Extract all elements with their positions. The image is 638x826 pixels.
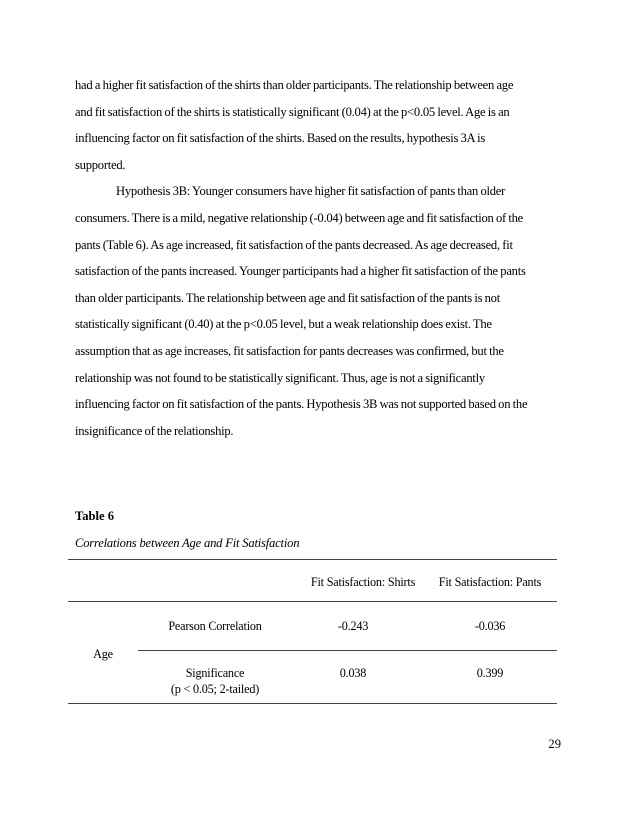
table-header-rule [68,601,557,602]
body-line: influencing factor on fit satisfaction of the shirts. Based on the results, hypothesis 3A is [75,131,486,146]
table-label: Table 6 [75,509,115,523]
column-header-shirts: Fit Satisfaction: Shirts [310,575,416,589]
body-line-indented: Hypothesis 3B: Younger consumers have higher fit satisfaction of pants than older [116,184,506,199]
table-bottom-rule [68,703,557,704]
column-header-pants: Fit Satisfaction: Pants [438,575,542,589]
body-line: pants (Table 6). As age increased, fit satisfaction of the pants decreased. As age decreased, fit [75,237,513,252]
cell-pearson-shirts: -0.243 [337,619,369,633]
table-caption: Correlations between Age and Fit Satisfaction [75,536,300,550]
body-line: supported. [75,157,126,172]
body-line: and fit satisfaction of the shirts is statistically significant (0.04) at the p<0.05 level. Age is an [75,104,510,119]
body-line: consumers. There is a mild, negative relationship (-0.04) between age and fit satisfaction of the [75,210,523,225]
body-line: than older participants. The relationship between age and fit satisfaction of the pants is not [75,290,500,305]
row-label-significance-note: (p < 0.05; 2-tailed) [170,682,260,696]
cell-significance-shirts: 0.038 [339,666,367,680]
row-label-pearson: Pearson Correlation [168,619,262,633]
row-group-age: Age [93,647,113,661]
row-label-significance: Significance [185,666,245,680]
cell-pearson-pants: -0.036 [474,619,506,633]
body-text [75,72,575,444]
body-line: influencing factor on fit satisfaction of the pants. Hypothesis 3B was not supported based on the [75,397,528,412]
body-line: had a higher fit satisfaction of the shirts than older participants. The relationship between age [75,78,514,92]
page-number: 29 [548,737,561,751]
body-line: statistically significant (0.40) at the p<0.05 level, but a weak relationship does exist. The [75,317,492,332]
table-row-rule [138,650,557,651]
body-line: insignificance of the relationship. [75,423,234,438]
body-line: assumption that as age increases, fit satisfaction for pants decreases was confirmed, but the [75,343,504,358]
body-line: satisfaction of the pants increased. Younger participants had a higher fit satisfaction of the pants [75,264,526,279]
cell-significance-pants: 0.399 [476,666,504,680]
body-line: relationship was not found to be statistically significant. Thus, age is not a significantly [75,370,485,385]
table-top-rule [68,559,557,560]
